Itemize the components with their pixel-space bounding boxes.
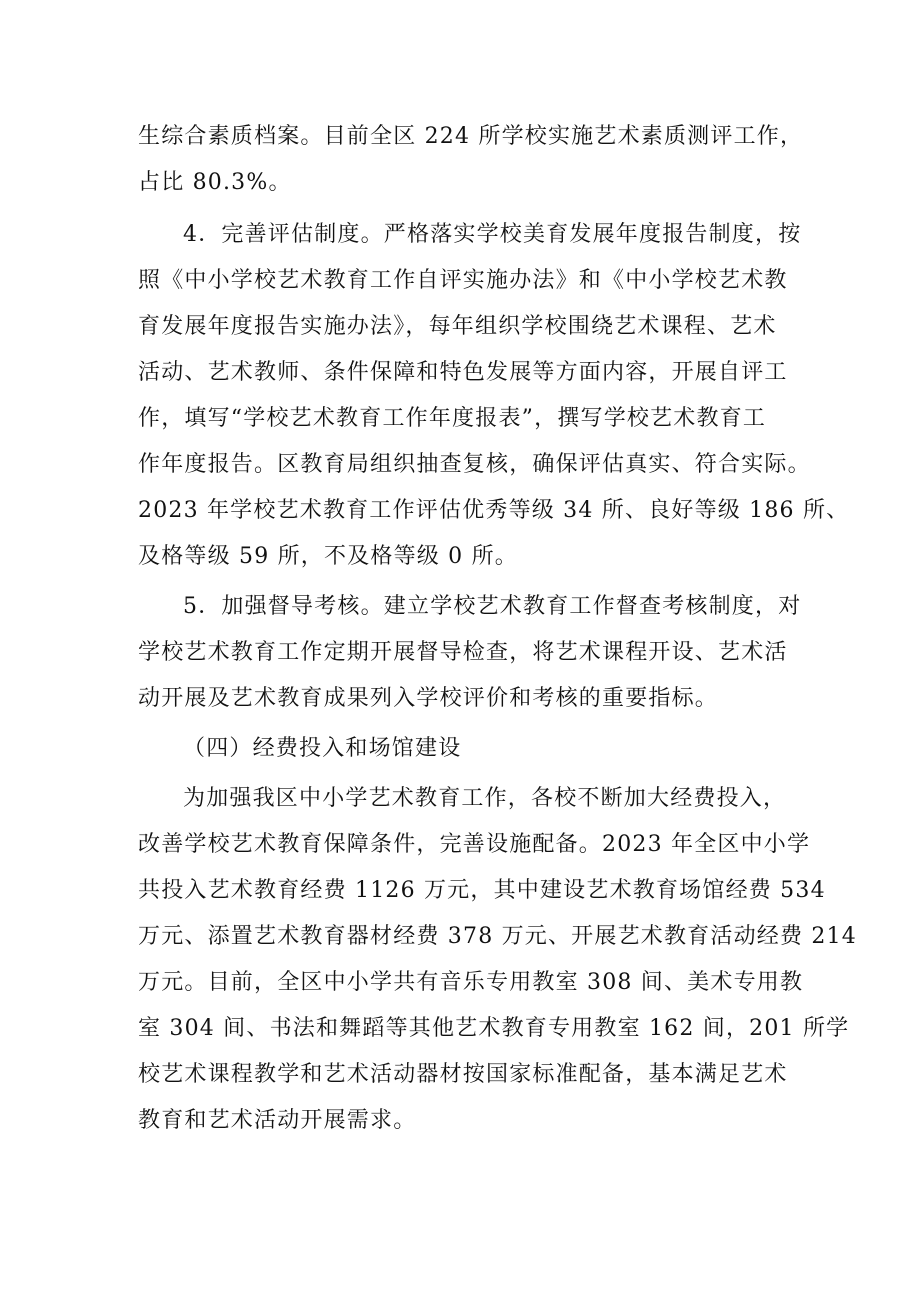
text-line: 为加强我区中小学艺术教育工作，各校不断加大经费投入，	[183, 786, 787, 811]
text-line: 改善学校艺术教育保障条件，完善设施配备。2023 年全区中小学	[138, 832, 811, 857]
text-line: 共投入艺术教育经费 1126 万元，其中建设艺术教育场馆经费 534	[138, 878, 826, 903]
text-line: 5．加强督导考核。建立学校艺术教育工作督查考核制度，对	[183, 594, 802, 619]
text-line: 校艺术课程教学和艺术活动器材按国家标准配备，基本满足艺术	[138, 1062, 788, 1087]
text-line: 育发展年度报告实施办法》，每年组织学校围绕艺术课程、艺术	[138, 314, 777, 339]
text-line: 学校艺术教育工作定期开展督导检查，将艺术课程开设、艺术活	[138, 640, 788, 665]
text-line: 教育和艺术活动开展需求。	[138, 1108, 417, 1133]
text-line: 作，填写“学校艺术教育工作年度报表”，撰写学校艺术教育工	[138, 406, 767, 431]
text-line: 2023 年学校艺术教育工作评估优秀等级 34 所、良好等级 186 所、	[138, 498, 850, 523]
text-line: 占比 80.3%。	[138, 170, 292, 195]
text-line: 活动、艺术教师、条件保障和特色发展等方面内容，开展自评工	[138, 360, 788, 385]
text-line: 万元、添置艺术教育器材经费 378 万元、开展艺术教育活动经费 214	[138, 924, 857, 949]
section-heading: （四）经费投入和场馆建设	[183, 736, 462, 761]
text-line: 4．完善评估制度。严格落实学校美育发展年度报告制度，按	[183, 222, 802, 247]
text-line: 照《中小学校艺术教育工作自评实施办法》和《中小学校艺术教	[138, 268, 788, 293]
text-line: 动开展及艺术教育成果列入学校评价和考核的重要指标。	[138, 686, 719, 711]
text-line: 万元。目前，全区中小学共有音乐专用教室 308 间、美术专用教	[138, 970, 804, 995]
text-line: 生综合素质档案。目前全区 224 所学校实施艺术素质测评工作，	[138, 124, 804, 149]
text-line: 室 304 间、书法和舞蹈等其他艺术教育专用教室 162 间，201 所学	[138, 1016, 850, 1041]
text-line: 及格等级 59 所，不及格等级 0 所。	[138, 544, 518, 569]
text-line: 作年度报告。区教育局组织抽查复核，确保评估真实、符合实际。	[138, 452, 811, 477]
